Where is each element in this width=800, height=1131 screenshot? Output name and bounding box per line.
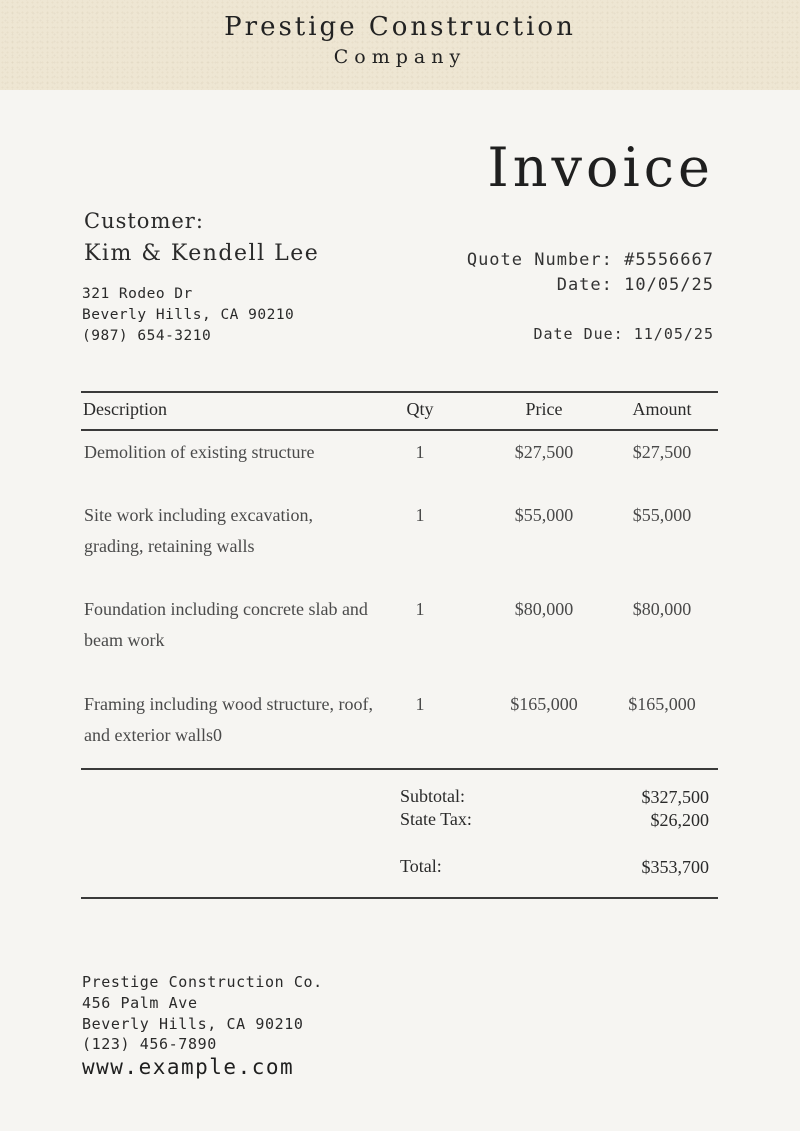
row-price: $27,500 bbox=[514, 442, 574, 462]
header-banner bbox=[0, 0, 800, 90]
customer-address-line2: Beverly Hills, CA 90210 bbox=[82, 307, 295, 323]
company-name-line2: Company bbox=[333, 46, 467, 68]
row-price: $80,000 bbox=[514, 599, 574, 619]
customer-label: Customer: bbox=[84, 209, 204, 233]
customer-address-line1: 321 Rodeo Dr bbox=[82, 286, 193, 302]
footer-address-line2: Beverly Hills, CA 90210 bbox=[82, 1015, 304, 1033]
row-description: Demolition of existing structure bbox=[84, 442, 315, 462]
company-name-line1: Prestige Construction bbox=[224, 12, 576, 42]
row-amount: $80,000 bbox=[632, 599, 692, 619]
table-bottom-rule bbox=[81, 768, 718, 770]
header-amount: Amount bbox=[632, 399, 692, 419]
subtotal-label: Subtotal: bbox=[400, 786, 466, 806]
row-qty: 1 bbox=[415, 442, 425, 462]
header-price: Price bbox=[525, 399, 563, 419]
total-value: $353,700 bbox=[641, 857, 709, 877]
row-description: Foundation including concrete slab and beam work bbox=[84, 599, 368, 650]
row-price: $55,000 bbox=[514, 505, 574, 525]
invoice-date: Date: 10/05/25 bbox=[556, 275, 714, 295]
subtotal-value: $327,500 bbox=[641, 787, 709, 807]
page-title: Invoice bbox=[487, 136, 714, 199]
total-label: Total: bbox=[400, 856, 442, 876]
row-description: Framing including wood structure, roof, and exterior walls0 bbox=[84, 694, 373, 745]
row-amount: $27,500 bbox=[632, 442, 692, 462]
header-description: Description bbox=[83, 399, 167, 419]
row-qty: 1 bbox=[415, 599, 425, 619]
row-qty: 1 bbox=[415, 505, 425, 525]
table-top-rule bbox=[81, 391, 718, 393]
footer-website-link[interactable]: www.example.com bbox=[82, 1055, 295, 1079]
date-due: Date Due: 11/05/25 bbox=[533, 325, 714, 343]
row-qty: 1 bbox=[415, 694, 425, 714]
footer-address-line1: 456 Palm Ave bbox=[82, 994, 198, 1012]
row-amount: $55,000 bbox=[632, 505, 692, 525]
row-amount: $165,000 bbox=[628, 694, 696, 714]
tax-value: $26,200 bbox=[650, 810, 709, 830]
header-qty: Qty bbox=[406, 399, 434, 419]
row-description: Site work including excavation, grading, retaining walls bbox=[84, 505, 313, 556]
customer-phone: (987) 654-3210 bbox=[82, 328, 212, 344]
footer-company: Prestige Construction Co. bbox=[82, 973, 323, 991]
tax-label: State Tax: bbox=[400, 809, 472, 829]
header-bottom-rule bbox=[81, 429, 718, 431]
summary-bottom-rule bbox=[81, 897, 718, 899]
footer-phone: (123) 456-7890 bbox=[82, 1035, 217, 1053]
row-price: $165,000 bbox=[510, 694, 578, 714]
quote-number: Quote Number: #5556667 bbox=[466, 250, 714, 270]
customer-name: Kim & Kendell Lee bbox=[84, 241, 320, 266]
